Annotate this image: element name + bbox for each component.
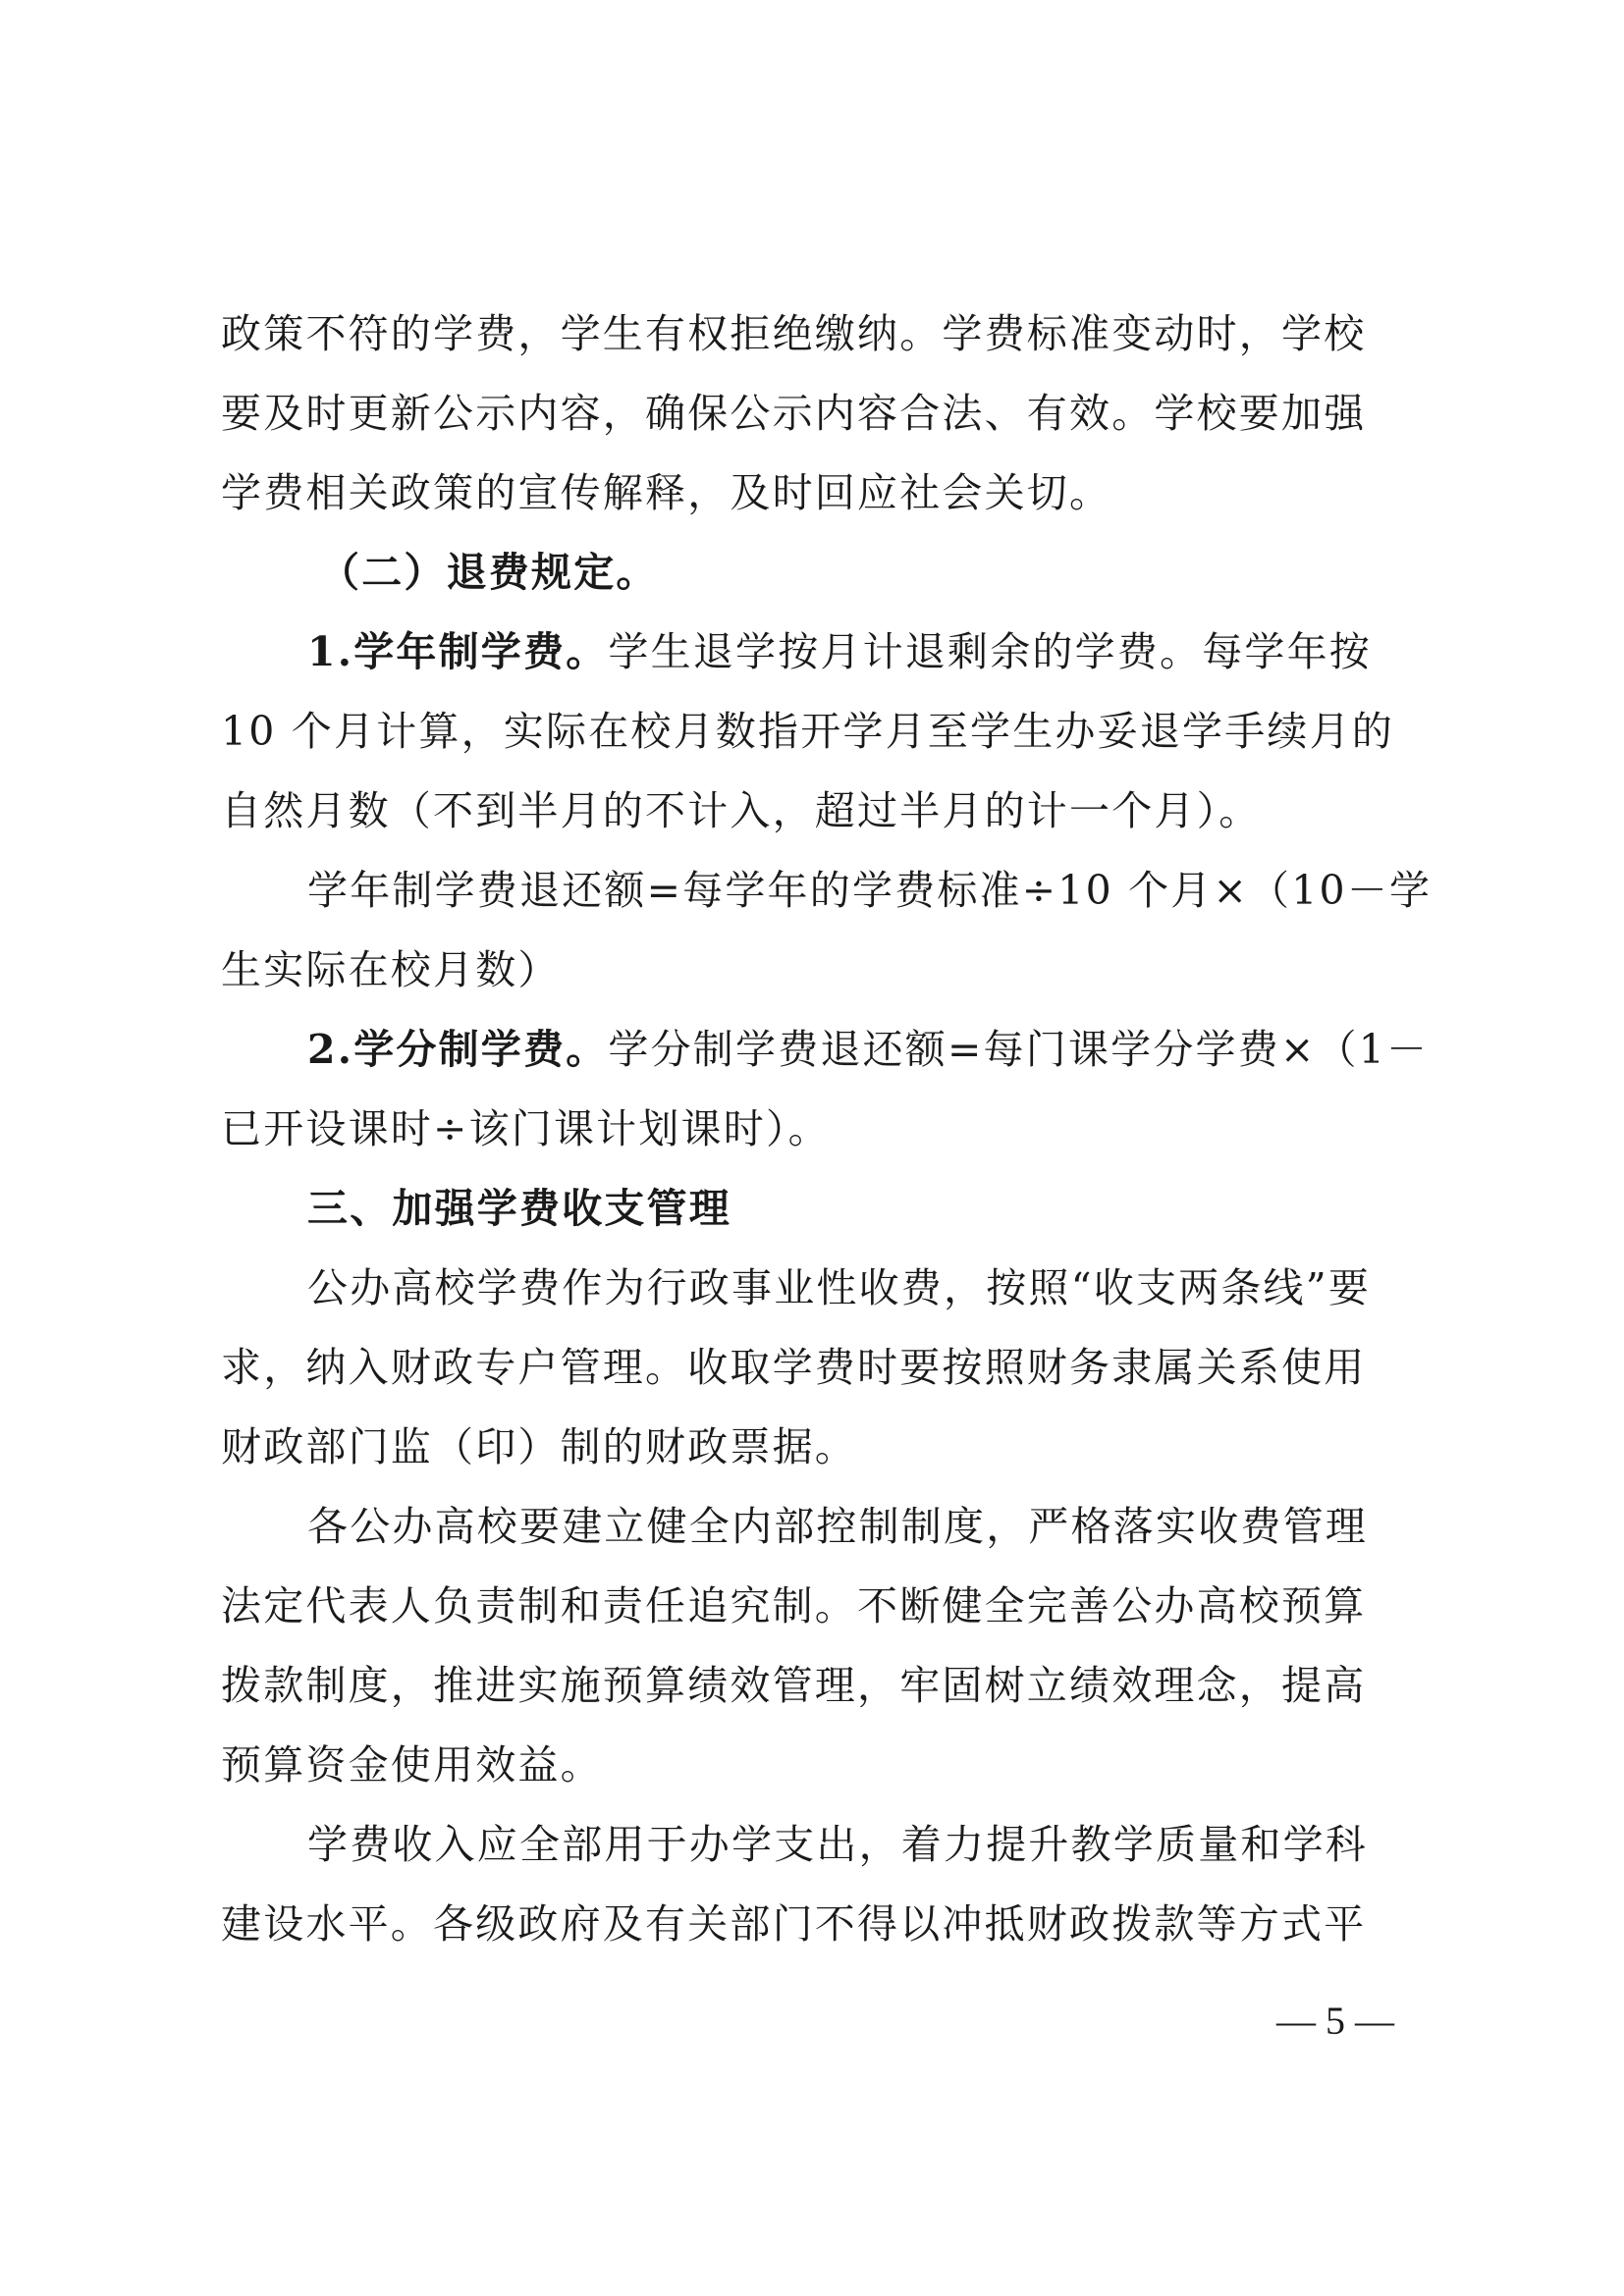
paragraph-line: 预算资金使用效益。 <box>221 1741 603 1789</box>
paragraph-line: 学费相关政策的宣传解释，及时回应社会关切。 <box>221 469 1112 516</box>
paragraph-line: 要及时更新公示内容，确保公示内容合法、有效。学校要加强 <box>221 390 1367 437</box>
paragraph-line <box>221 613 1409 692</box>
paragraph-line: 自然月数（不到半月的不计入，超过半月的计一个月）。 <box>221 787 1262 834</box>
formula-line: 学年制学费退还额=每学年的学费标准÷10 个月×（10－学 <box>307 867 1433 914</box>
paragraph-line: 已开设课时÷该门课计划课时）。 <box>221 1105 831 1152</box>
paragraph-line: 10 个月计算，实际在校月数指开学月至学生办妥退学手续月的 <box>221 708 1395 755</box>
paragraph-line: 求，纳入财政专户管理。收取学费时要按照财务隶属关系使用 <box>221 1344 1367 1391</box>
paragraph-line <box>221 1010 1430 1090</box>
item-title: 2.学分制学费。 <box>307 1026 609 1073</box>
paragraph-line: 法定代表人负责制和责任追究制。不断健全完善公办高校预算 <box>221 1582 1367 1629</box>
page-number: — 5 — <box>1276 1999 1394 2043</box>
paragraph-line: 公办高校学费作为行政事业性收费，按照“收支两条线”要 <box>307 1264 1372 1311</box>
body-text <box>221 294 1433 1964</box>
paragraph-line: 建设水平。各级政府及有关部门不得以冲抵财政拨款等方式平 <box>221 1900 1367 1948</box>
section-heading: 三、加强学费收支管理 <box>307 1185 731 1232</box>
paragraph-line: 财政部门监（印）制的财政票据。 <box>221 1423 857 1470</box>
item-text: 学生退学按月计退剩余的学费。每学年按 <box>608 628 1373 675</box>
paragraph-line: 学费收入应全部用于办学支出，着力提升教学质量和学科 <box>307 1821 1368 1868</box>
section-subheading: （二）退费规定。 <box>319 549 659 596</box>
paragraph-line: 政策不符的学费，学生有权拒绝缴纳。学费标准变动时，学校 <box>221 310 1367 357</box>
paragraph-line: 拨款制度，推进实施预算绩效管理，牢固树立绩效理念，提高 <box>221 1662 1367 1709</box>
paragraph-line: 各公办高校要建立健全内部控制制度，严格落实收费管理 <box>307 1503 1368 1550</box>
item-text: 学分制学费退还额=每门课学分学费×（1－ <box>608 1026 1430 1073</box>
item-title: 1.学年制学费。 <box>307 628 609 675</box>
formula-line: 生实际在校月数） <box>221 946 561 993</box>
